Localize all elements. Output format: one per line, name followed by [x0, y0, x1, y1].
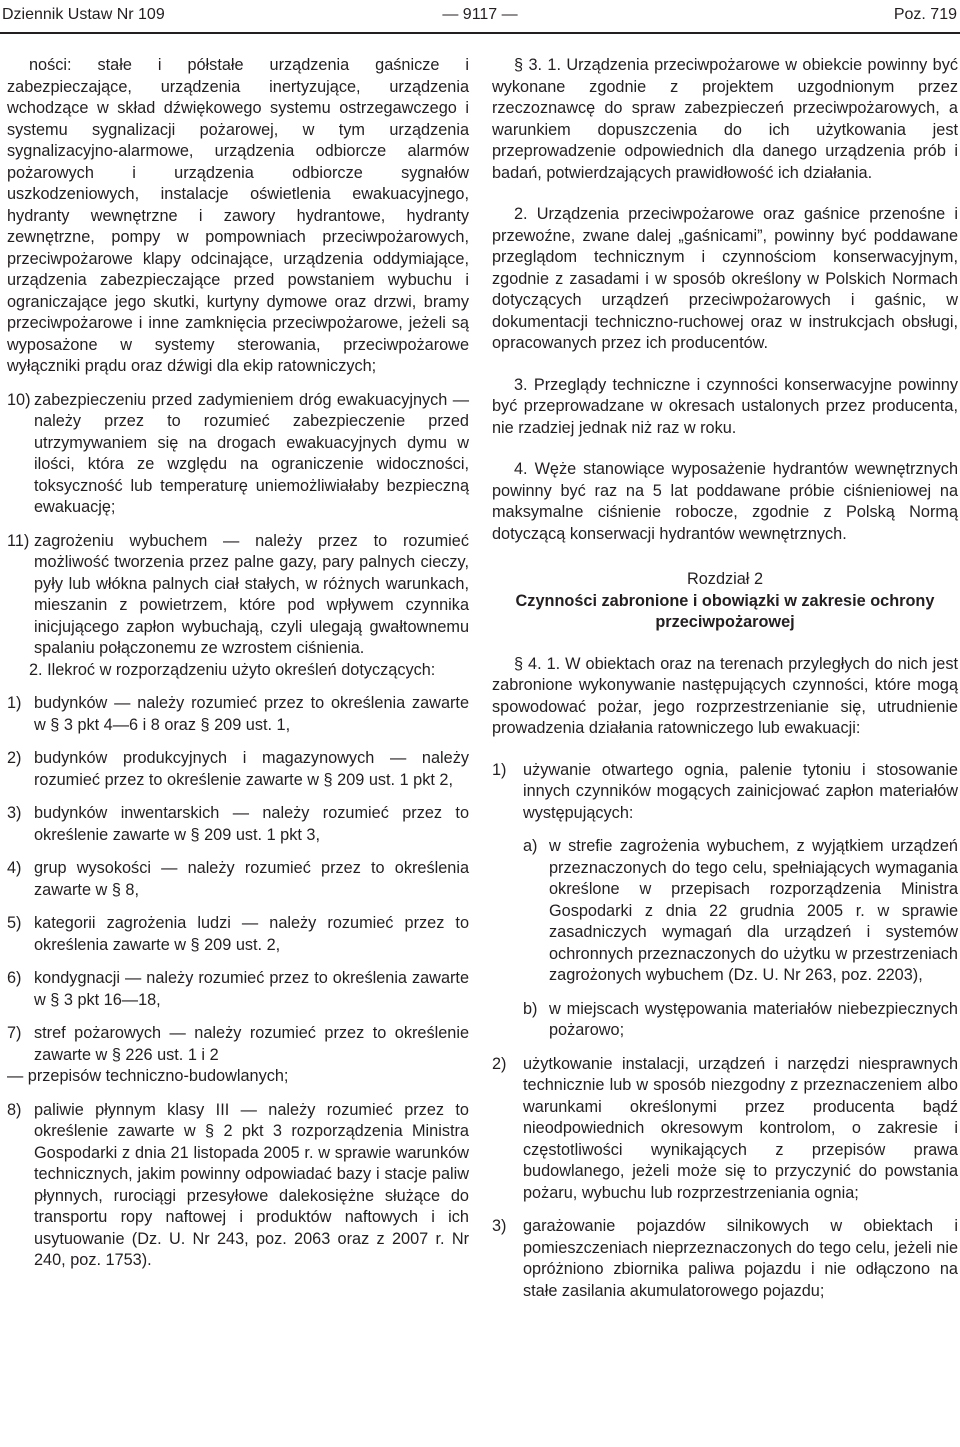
position-number: Poz. 719: [893, 6, 957, 23]
definition-text: budynków inwentarskich — należy rozumieć przez to określenie zawarte w § 209 ust. 1 pkt 3,: [34, 804, 469, 844]
definition-text: paliwie płynnym klasy III — należy rozumieć przez to określenie zawarte w § 2 pkt 3 rozporządzenia Ministra Gospodarki z dnia 21 listopada 2005 r. w sprawie warunków technicznych, jakim powinny odpowiadać bazy i stacje paliw płynnych, rurociągi przesyłowe dalekosiężne służące do transportu ropy naftowej i produktów naftowych i ich usytuowanie (Dz. U. Nr 243, poz. 2063 oraz z 2007 r. Nr 240, poz. 1753).: [34, 1100, 469, 1269]
definition-item: [7, 1023, 469, 1066]
list-number: 2): [492, 1054, 507, 1073]
dash-line: — przepisów techniczno-budowlanych;: [7, 1067, 289, 1085]
sub-list-letter: b): [523, 999, 538, 1018]
definition-item: [7, 693, 469, 736]
section-paragraph: 3. Przeglądy techniczne i czynności konserwacyjne powinny być przeprowadzane w okresach ustalonych przez producenta, nie rzadziej jednak niż raz w roku.: [492, 375, 958, 437]
list-number: 1): [492, 760, 507, 779]
list-text: garażowanie pojazdów silnikowych w obiektach i pomieszczeniach nieprzeznaczonych do tego celu, jeżeli nie opróżniono zbiornika paliwa pojazdu i nie odłączono na stałe zasilania akumulatorowego pojazdu;: [523, 1217, 958, 1300]
chapter-title: Czynności zabronione i obowiązki w zakresie ochrony przeciwpożarowej: [515, 591, 935, 631]
continuation-paragraph: ności: stałe i półstałe urządzenia gaśnicze i zabezpieczające, urządzenia inertyzujące, urządzenia wchodzące w skład dźwiękowego systemu ostrzegawczego i systemu sygnalizacji pożarowej, w tym urządzenia sygnalizacyjno-alarmowe, urządzenia odbiorcze alarmów pożarowych i urządzenia odbiorcze sygnałów uszkodzeniowych, instalacje oświetlenia ewakuacyjnego, hydranty wewnętrzne i zawory hydrantowe, hydranty zewnętrzne, pompy w pompowniach przeciwpożarowych, przeciwpożarowe klapy odcinające, urządzenia oddymiające, urządzenia zabezpieczające przed powstaniem wybuchu i ograniczające jego skutki, kurtyny dymowe oraz drzwi, bramy przeciwpożarowe i inne zamknięcia przeciwpożarowe, jeżeli są wyposażone w systemy sterowania, przeciwpożarowe wyłączniki prądu oraz dźwigi dla ekip ratowniczych;: [7, 56, 469, 375]
list-text: używanie otwartego ognia, palenie tytoniu i stosowanie innych czynników mogących zainicjować zapłon materiałów występujących:: [523, 760, 958, 822]
list-item: [492, 760, 958, 825]
list-number: 3): [492, 1217, 507, 1235]
sub-list-item: [523, 999, 958, 1042]
definition-number: 4): [7, 859, 22, 877]
definition-text: kondygnacji — należy rozumieć przez to określenia zawarte w § 3 pkt 16—18,: [34, 969, 469, 1009]
definition-number: 5): [7, 914, 22, 932]
section-paragraph: § 3. 1. Urządzenia przeciwpożarowe w obiekcie powinny być wykonane zgodnie z projektem uzgodnionym przez rzeczoznawcę do spraw zabezpieczeń przeciwpożarowych, a warunkiem dopuszczenia do ich użytkowania jest przeprowadzenie odpowiednich dla danego urządzenia prób i badań, potwierdzających prawidłowość ich działania.: [492, 56, 958, 182]
definition-text: stref pożarowych — należy rozumieć przez to określenie zawarte w § 226 ust. 1 i 2: [34, 1024, 469, 1064]
definition-item: [7, 803, 469, 846]
right-column: [492, 55, 958, 1302]
definition-item: [7, 913, 469, 956]
definition-item: [7, 968, 469, 1011]
list-number: 11): [7, 531, 30, 550]
definition-number: 8): [7, 1100, 22, 1119]
sub-list-text: w strefie zagrożenia wybuchem, z wyjątkiem urządzeń przeznaczonych do tego celu, spełniających wymagania określone w przepisach rozporządzenia Ministra Gospodarki z dnia 22 grudnia 2005 r. w sprawie zasadniczych wymagań dla urządzeń i systemów ochronnych przeznaczonych do użytku w przestrzeniach zagrożonych wybuchem (Dz. U. Nr 263, poz. 2203),: [549, 837, 958, 984]
definition-number: 2): [7, 749, 22, 767]
definition-item: [7, 1100, 469, 1272]
section-paragraph: § 4. 1. W obiektach oraz na terenach przyległych do nich jest zabronione wykonywanie następujących czynności, które mogą spowodować pożar, jego rozprzestrzenianie się, utrudnienie prowadzenia działania ratowniczego lub ewakuacji:: [492, 654, 958, 737]
list-text: użytkowanie instalacji, urządzeń i narzędzi niesprawnych technicznie lub w sposób niezgodny z przeznaczeniem albo warunkami określonymi przez producenta bądź nieodpowiednich okresowym kontrolom, o zakresie i częstotliwości wynikających z przepisów prawa budowlanego, jeżeli może się to przyczynić do powstania pożaru, wybuchu lub rozprzestrzeniania ognia;: [523, 1054, 958, 1202]
sub-list-item: [523, 836, 958, 987]
list-text: zagrożeniu wybuchem — należy przez to rozumieć możliwość tworzenia przez palne gazy, pary palnych cieczy, pyły lub włókna palnych ciał stałych, w różnych warunkach, mieszanin z powietrzem, które pod wpływem czynnika inicjującego zapłon wybuchają, czyli ulegają gwałtownemu spalaniu połączonemu ze wzrostem ciśnienia.: [34, 531, 469, 657]
list-number: 10): [7, 390, 31, 409]
left-column: [7, 55, 469, 1272]
list-item: [492, 1054, 958, 1205]
journal-title: Dziennik Ustaw Nr 109: [2, 6, 165, 23]
definition-text: budynków — należy rozumieć przez to określenia zawarte w § 3 pkt 4—6 i 8 oraz § 209 ust. 1,: [34, 694, 469, 734]
definition-item: [7, 858, 469, 901]
section-paragraph: 2. Urządzenia przeciwpożarowe oraz gaśnice przenośne i przewoźne, zwane dalej „gaśnicami”, powinny być poddawane przeglądom technicznym i czynnościom konserwacyjnym, zgodnie z zasadami i w sposób określony w Polskich Normach dotyczących urządzeń przeciwpożarowych i gaśnic, w dokumentacji techniczno-ruchowej oraz w instrukcjach obsługi, opracowanych przez ich producentów.: [492, 205, 958, 352]
section-paragraph: 4. Węże stanowiące wyposażenie hydrantów wewnętrznych powinny być raz na 5 lat poddawane próbie ciśnieniowej na maksymalne ciśnienie robocze, zgodnie z Polską Normą dotyczącą konserwacji hydrantów wewnętrznych.: [492, 460, 958, 543]
definition-number: 3): [7, 804, 22, 822]
list-text: zabezpieczeniu przed zadymieniem dróg ewakuacyjnych — należy przez to rozumieć zabezpieczenie przed utrzymywaniem się na drogach ewakuacyjnych dymu w ilości, która ze względu na ograniczenie widoczności, toksyczność lub temperaturę uniemożliwiałaby bezpieczną ewakuację;: [34, 390, 469, 516]
definition-number: 7): [7, 1024, 22, 1042]
definition-number: 6): [7, 969, 22, 987]
page-number: — 9117 —: [442, 6, 518, 23]
definition-text: grup wysokości — należy rozumieć przez to określenia zawarte w § 8,: [34, 859, 469, 899]
chapter-label: Rozdział 2: [686, 570, 764, 588]
list-item: [7, 531, 469, 660]
header-rule: [0, 32, 960, 34]
list-item: [7, 390, 469, 519]
definition-text: kategorii zagrożenia ludzi — należy rozumieć przez to określenia zawarte w § 209 ust. 2,: [34, 914, 469, 954]
section-paragraph: 2. Ilekroć w rozporządzeniu użyto określeń dotyczących:: [29, 660, 436, 679]
definition-item: [7, 748, 469, 791]
list-item: [492, 1216, 958, 1302]
definition-text: budynków produkcyjnych i magazynowych — należy rozumieć przez to określenie zawarte w § 209 ust. 1 pkt 2,: [34, 749, 469, 789]
sub-list-text: w miejscach występowania materiałów niebezpiecznych pożarowo;: [549, 999, 958, 1039]
page-header: [0, 0, 960, 32]
sub-list-letter: a): [523, 837, 538, 855]
definition-number: 1): [7, 694, 22, 712]
